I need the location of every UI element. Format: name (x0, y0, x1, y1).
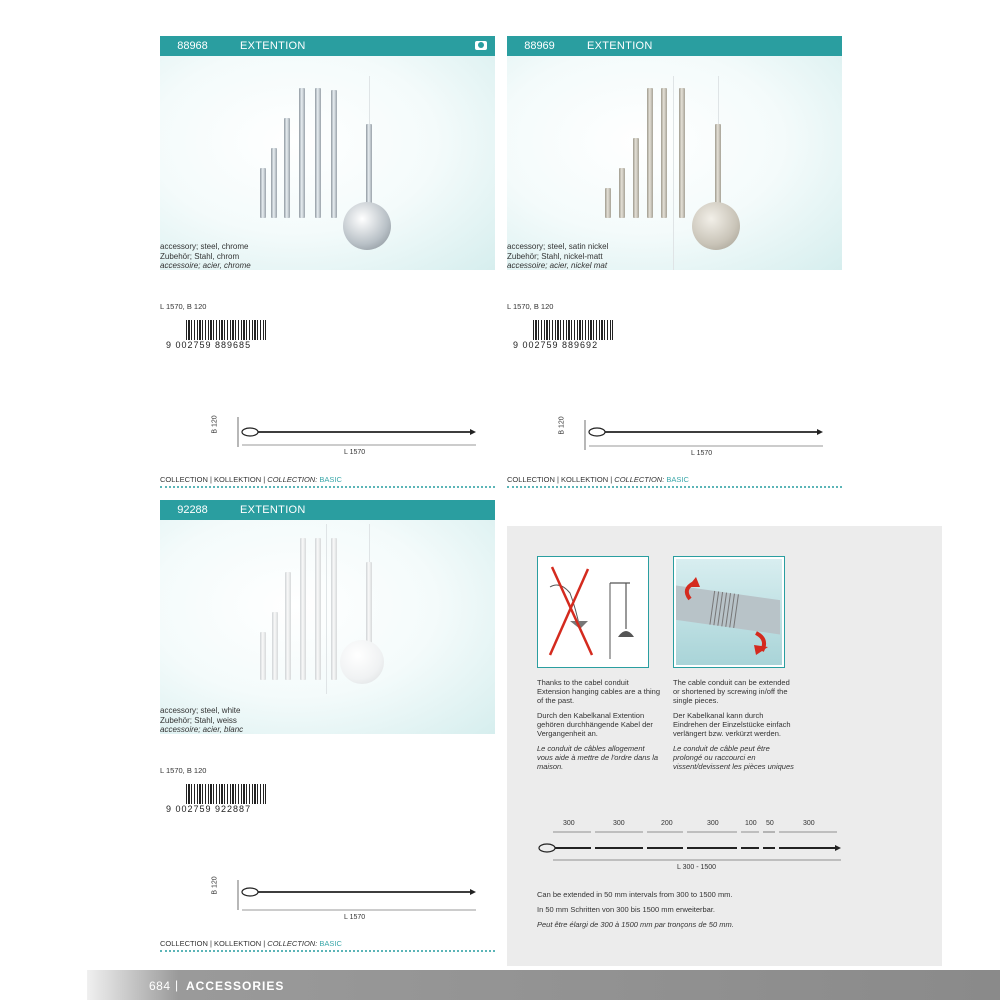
description-de: Zubehör; Stahl, chrom (160, 251, 240, 261)
dimension-drawing-svg (567, 414, 827, 474)
hanging-lamp-illustration (540, 559, 644, 663)
rod-piece (331, 90, 337, 218)
illustration-background (676, 559, 782, 665)
collection-name: BASIC (666, 475, 689, 484)
info-left-en: Thanks to the cabel conduit Extension hanging cables are a thing of the past. (537, 678, 661, 705)
product-card-92288 (160, 500, 495, 952)
collection-name: BASIC (319, 475, 342, 484)
info-text-right (673, 678, 797, 777)
barcode (166, 320, 266, 350)
dimension-drawing-svg (220, 411, 480, 471)
cable (369, 524, 370, 564)
rod-piece (271, 148, 277, 218)
dimension-l-label: L 1570 (344, 914, 366, 921)
product-dimensions: L 1570, B 120 (160, 302, 207, 311)
barcode (166, 784, 266, 814)
rod-piece (272, 612, 278, 680)
total-length-label: L 300 - 1500 (677, 864, 717, 871)
barcode-digits: 9 002759 922887 (166, 804, 252, 814)
info-right-de: Der Kabelkanal kann durch Eindrehen der Einzelstücke einfach verlängert bzw. verkürzt werden. (673, 711, 791, 738)
description-en: accessory; steel, chrome (160, 242, 249, 251)
segment-label: 200 (661, 820, 673, 827)
ceiling-cap (692, 202, 740, 250)
segment-label: 100 (745, 820, 757, 827)
collection-prefix: COLLECTION | KOLLEKTION | (507, 475, 613, 484)
collection-prefix: COLLECTION | KOLLEKTION | (160, 475, 266, 484)
collection-label: COLLECTION: (614, 475, 665, 484)
collection-line (507, 475, 689, 484)
description-en: accessory; steel, white (160, 706, 241, 715)
product-card-88968 (160, 36, 495, 488)
dimension-b-label: B 120 (211, 876, 219, 895)
ceiling-cap (340, 640, 384, 684)
product-number: 88969 (524, 40, 555, 52)
info-panel (507, 526, 942, 966)
rod-piece (619, 168, 625, 218)
product-description (507, 242, 608, 271)
cable (718, 76, 719, 126)
rod-piece (299, 88, 305, 218)
rod-piece (300, 538, 306, 680)
product-number: 92288 (177, 504, 208, 516)
rod-piece (260, 632, 266, 680)
product-description (160, 242, 251, 271)
divider (507, 486, 842, 488)
product-header (160, 36, 495, 56)
section-title: ACCESSORIES (186, 979, 285, 993)
segment-label: 300 (613, 820, 625, 827)
dimension-b-label: B 120 (558, 416, 566, 435)
rod-piece (315, 538, 321, 680)
barcode-bars (186, 784, 266, 804)
rod-piece (647, 88, 653, 218)
description-de: Zubehör; Stahl, weiss (160, 715, 237, 725)
collection-prefix: COLLECTION | KOLLEKTION | (160, 939, 266, 948)
collection-name: BASIC (319, 939, 342, 948)
description-fr: accessoire; acier, nickel mat (507, 261, 608, 271)
dimension-drawing (558, 414, 827, 474)
info-right-fr: Le conduit de câble peut être prolongé ou raccourci en vissent/devissent les pièces uniques (673, 744, 794, 771)
description-en: accessory; steel, satin nickel (507, 242, 609, 251)
screw-connection-illustration (676, 559, 780, 663)
segment-label: 300 (563, 820, 575, 827)
rod-piece (366, 124, 372, 214)
illustration-screw-pieces (673, 556, 785, 668)
rod-piece (260, 168, 266, 218)
product-photo (160, 56, 495, 270)
cable (369, 76, 370, 126)
dimension-l-label: L 1570 (344, 449, 366, 456)
ceiling-cap (343, 202, 391, 250)
description-fr: accessoire; acier, blanc (160, 725, 244, 735)
dimension-drawing (211, 874, 480, 934)
divider (160, 486, 495, 488)
product-dimensions: L 1570, B 120 (160, 766, 207, 775)
collection-line (160, 475, 342, 484)
dimension-drawing-svg (220, 874, 480, 934)
cable (673, 76, 674, 270)
rod-piece (605, 188, 611, 218)
description-de: Zubehör; Stahl, nickel-matt (507, 251, 603, 261)
rod-piece (366, 562, 372, 646)
segment-diagram (537, 816, 847, 876)
collection-label: COLLECTION: (267, 475, 318, 484)
page-number: 684 (149, 979, 171, 993)
dimension-b-label: B 120 (211, 415, 219, 434)
segment-label: 300 (803, 820, 815, 827)
illustration-background (540, 559, 646, 665)
rod-piece (285, 572, 291, 680)
product-dimensions: L 1570, B 120 (507, 302, 554, 311)
barcode-digits: 9 002759 889692 (513, 340, 599, 350)
extension-note (537, 890, 867, 935)
barcode-bars (533, 320, 613, 340)
rod-piece (331, 538, 337, 680)
note-fr: Peut être élargi de 300 à 1500 mm par tronçons de 50 mm. (537, 920, 734, 929)
note-en: Can be extended in 50 mm intervals from 300 to 1500 mm. (537, 890, 733, 899)
product-card-88969 (507, 36, 842, 488)
product-photo (160, 520, 495, 734)
collection-label: COLLECTION: (267, 939, 318, 948)
dimension-l-label: L 1570 (691, 450, 713, 457)
product-name: EXTENTION (240, 40, 306, 52)
note-de: In 50 mm Schritten von 300 bis 1500 mm erweiterbar. (537, 905, 716, 914)
barcode-bars (186, 320, 266, 340)
rod-piece (633, 138, 639, 218)
segment-label: 50 (766, 820, 774, 827)
page-footer (87, 970, 1000, 1000)
barcode-digits: 9 002759 889685 (166, 340, 252, 350)
dimension-drawing (211, 411, 480, 471)
rod-piece (679, 88, 685, 218)
illustration-no-hanging-cables (537, 556, 649, 668)
product-header (160, 500, 495, 520)
product-photo (507, 56, 842, 270)
rod-piece (715, 124, 721, 214)
product-description (160, 706, 243, 735)
divider (160, 950, 495, 952)
description-fr: accessoire; acier, chrome (160, 261, 251, 271)
product-name: EXTENTION (587, 40, 653, 52)
info-right-en: The cable conduit can be extended or shortened by screwing in/off the single pieces. (673, 678, 790, 705)
rod-piece (315, 88, 321, 218)
cable (326, 524, 327, 694)
info-left-fr: Le conduit de câbles allogement vous aide à mettre de l'ordre dans la maison. (537, 744, 659, 771)
info-text-left (537, 678, 661, 777)
product-name: EXTENTION (240, 504, 306, 516)
barcode (513, 320, 613, 350)
rod-piece (284, 118, 290, 218)
rod-piece (661, 88, 667, 218)
collection-line (160, 939, 342, 948)
product-header (507, 36, 842, 56)
footer-separator: | (175, 978, 179, 992)
info-left-de: Durch den Kabelkanal Extention gehören durchhängende Kabel der Vergangenheit an. (537, 711, 653, 738)
product-number: 88968 (177, 40, 208, 52)
segment-label: 300 (707, 820, 719, 827)
camera-icon[interactable] (475, 41, 487, 50)
